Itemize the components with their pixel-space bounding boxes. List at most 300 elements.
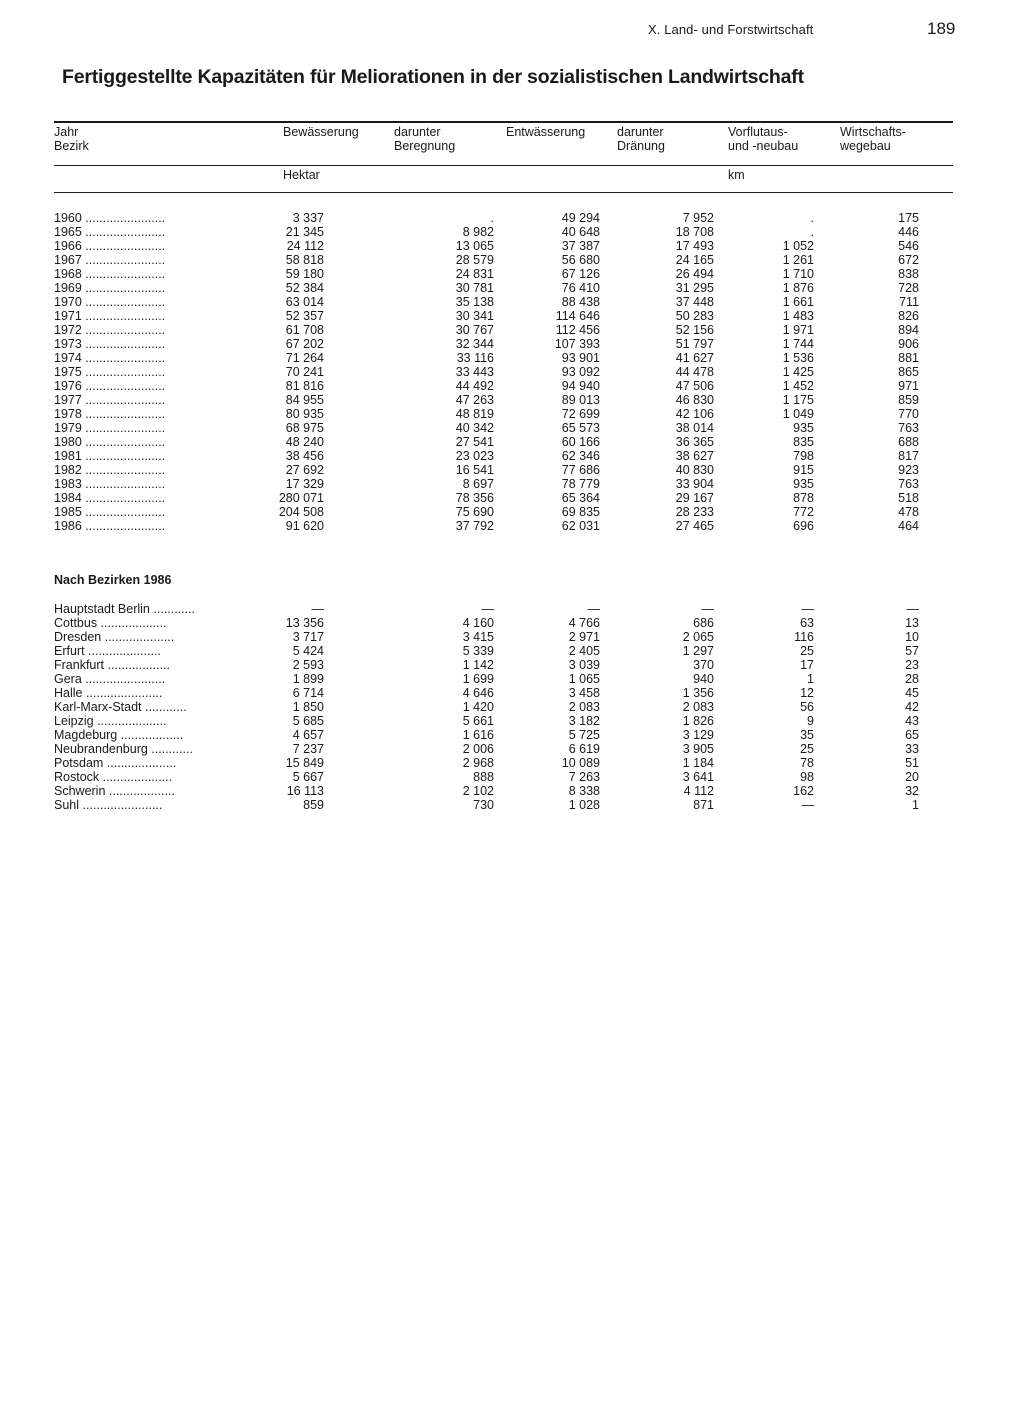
cell-beregnung: 30 767 xyxy=(455,323,494,337)
cell-beregnung: 8 982 xyxy=(462,225,494,239)
row-label: Gera ....................... xyxy=(54,672,166,686)
cell-beregnung: 1 142 xyxy=(462,658,494,672)
cell-vorflut: 878 xyxy=(793,491,814,505)
cell-vorflut: 835 xyxy=(793,435,814,449)
cell-draenung: 31 295 xyxy=(675,281,714,295)
cell-vorflut: 935 xyxy=(793,421,814,435)
cell-wirtschaftswegebau: 1 xyxy=(912,798,919,812)
cell-beregnung: 75 690 xyxy=(455,505,494,519)
row-label: 1977 ....................... xyxy=(54,393,166,407)
table-row-1975 xyxy=(54,365,934,379)
cell-entwaesserung: 69 835 xyxy=(561,505,600,519)
cell-entwaesserung: 2 405 xyxy=(568,644,600,658)
cell-wirtschaftswegebau: 688 xyxy=(898,435,919,449)
row-label: 1980 ....................... xyxy=(54,435,166,449)
cell-entwaesserung: 88 438 xyxy=(561,295,600,309)
cell-entwaesserung: 67 126 xyxy=(561,267,600,281)
cell-draenung: 51 797 xyxy=(675,337,714,351)
cell-draenung: 29 167 xyxy=(675,491,714,505)
cell-bewaesserung: 70 241 xyxy=(285,365,324,379)
cell-wirtschaftswegebau: 826 xyxy=(898,309,919,323)
header-divider-rule xyxy=(54,165,953,166)
table-row-1983 xyxy=(54,477,934,491)
table-top-rule xyxy=(54,121,953,123)
cell-draenung: 24 165 xyxy=(675,253,714,267)
cell-draenung: 28 233 xyxy=(675,505,714,519)
row-label: Dresden .................... xyxy=(54,630,175,644)
cell-entwaesserung: 76 410 xyxy=(561,281,600,295)
cell-wirtschaftswegebau: 817 xyxy=(898,449,919,463)
cell-beregnung: 13 065 xyxy=(455,239,494,253)
cell-beregnung: 32 344 xyxy=(455,337,494,351)
col-header-line-2: und -neubau xyxy=(728,139,799,153)
table-row-1982 xyxy=(54,463,934,477)
row-label: 1973 ....................... xyxy=(54,337,166,351)
cell-wirtschaftswegebau: 32 xyxy=(905,784,919,798)
cell-vorflut: 1 xyxy=(807,672,814,686)
col-header-line-1: Wirtschafts- xyxy=(840,125,906,139)
cell-draenung: 7 952 xyxy=(682,211,714,225)
cell-draenung: 1 184 xyxy=(682,756,714,770)
cell-bewaesserung: 5 685 xyxy=(292,714,324,728)
row-label: 1960 ....................... xyxy=(54,211,166,225)
page-title: Fertiggestellte Kapazitäten für Meliorationen in der sozialistischen Landwirtschaft xyxy=(62,66,804,88)
stub-header-line-1: Jahr xyxy=(54,125,79,139)
cell-vorflut: — xyxy=(801,602,814,616)
cell-draenung: 3 905 xyxy=(682,742,714,756)
cell-vorflut: 798 xyxy=(793,449,814,463)
cell-draenung: 1 356 xyxy=(682,686,714,700)
cell-beregnung: 730 xyxy=(473,798,494,812)
cell-draenung: 41 627 xyxy=(675,351,714,365)
row-label: 1984 ....................... xyxy=(54,491,166,505)
cell-wirtschaftswegebau: 33 xyxy=(905,742,919,756)
cell-draenung: 871 xyxy=(693,798,714,812)
cell-vorflut: 1 536 xyxy=(782,351,814,365)
cell-vorflut: 1 483 xyxy=(782,309,814,323)
cell-bewaesserung: 84 955 xyxy=(285,393,324,407)
row-label: Rostock .................... xyxy=(54,770,173,784)
cell-vorflut: 63 xyxy=(800,616,814,630)
cell-beregnung: 4 646 xyxy=(462,686,494,700)
row-label: 1971 ....................... xyxy=(54,309,166,323)
row-label: 1969 ....................... xyxy=(54,281,166,295)
cell-vorflut: 116 xyxy=(794,630,814,644)
row-label: 1975 ....................... xyxy=(54,365,166,379)
cell-vorflut: 772 xyxy=(793,505,814,519)
cell-draenung: 17 493 xyxy=(675,239,714,253)
cell-vorflut: 935 xyxy=(793,477,814,491)
table-row-1970 xyxy=(54,295,934,309)
cell-draenung: — xyxy=(701,602,714,616)
cell-vorflut: 98 xyxy=(800,770,814,784)
cell-entwaesserung: 65 364 xyxy=(561,491,600,505)
cell-bewaesserung: 2 593 xyxy=(292,658,324,672)
table-row-frankfurt xyxy=(54,658,934,672)
cell-draenung: 4 112 xyxy=(683,784,714,798)
row-label: 1970 ....................... xyxy=(54,295,166,309)
cell-draenung: 52 156 xyxy=(675,323,714,337)
cell-beregnung: . xyxy=(490,211,494,225)
col-header-entwaesserung xyxy=(506,125,585,139)
cell-draenung: 26 494 xyxy=(675,267,714,281)
table-row-karl-marx-stadt xyxy=(54,700,934,714)
cell-draenung: 38 014 xyxy=(675,421,714,435)
cell-vorflut: . xyxy=(810,211,814,225)
cell-vorflut: 1 261 xyxy=(782,253,814,267)
cell-wirtschaftswegebau: 859 xyxy=(898,393,919,407)
cell-vorflut: 915 xyxy=(793,463,814,477)
cell-vorflut: 1 425 xyxy=(782,365,814,379)
stub-header-line-2: Bezirk xyxy=(54,139,89,153)
cell-vorflut: 9 xyxy=(807,714,814,728)
cell-wirtschaftswegebau: 906 xyxy=(898,337,919,351)
table-row-1965 xyxy=(54,225,934,239)
table-row-1974 xyxy=(54,351,934,365)
cell-wirtschaftswegebau: 763 xyxy=(898,477,919,491)
table-row-dresden xyxy=(54,630,934,644)
table-row-cottbus xyxy=(54,616,934,630)
cell-beregnung: 44 492 xyxy=(455,379,494,393)
cell-vorflut: 12 xyxy=(800,686,814,700)
cell-vorflut: . xyxy=(810,225,814,239)
cell-wirtschaftswegebau: 971 xyxy=(898,379,919,393)
cell-bewaesserung: 67 202 xyxy=(285,337,324,351)
cell-entwaesserung: 37 387 xyxy=(561,239,600,253)
cell-draenung: 40 830 xyxy=(675,463,714,477)
cell-beregnung: 30 781 xyxy=(455,281,494,295)
row-label: Leipzig .................... xyxy=(54,714,167,728)
row-label: 1968 ....................... xyxy=(54,267,166,281)
cell-bewaesserung: 1 850 xyxy=(292,700,324,714)
cell-draenung: 42 106 xyxy=(675,407,714,421)
cell-entwaesserung: 2 971 xyxy=(568,630,600,644)
cell-draenung: 686 xyxy=(693,616,714,630)
table-row-rostock xyxy=(54,770,934,784)
cell-beregnung: 5 661 xyxy=(462,714,494,728)
row-label: 1965 ....................... xyxy=(54,225,166,239)
cell-beregnung: 1 616 xyxy=(462,728,494,742)
row-label: Potsdam .................... xyxy=(54,756,177,770)
cell-draenung: 38 627 xyxy=(675,449,714,463)
cell-beregnung: 28 579 xyxy=(455,253,494,267)
table-row-1967 xyxy=(54,253,934,267)
table-row-1968 xyxy=(54,267,934,281)
cell-beregnung: 5 339 xyxy=(462,644,494,658)
cell-wirtschaftswegebau: 42 xyxy=(905,700,919,714)
row-label: Magdeburg .................. xyxy=(54,728,184,742)
cell-entwaesserung: 94 940 xyxy=(561,379,600,393)
row-label: Schwerin ................... xyxy=(54,784,175,798)
cell-entwaesserung: 72 699 xyxy=(561,407,600,421)
cell-draenung: 33 904 xyxy=(675,477,714,491)
running-head: X. Land- und Forstwirtschaft xyxy=(648,22,814,37)
cell-vorflut: 35 xyxy=(800,728,814,742)
table-row-leipzig xyxy=(54,714,934,728)
cell-wirtschaftswegebau: 20 xyxy=(905,770,919,784)
cell-wirtschaftswegebau: 881 xyxy=(898,351,919,365)
table-row-1979 xyxy=(54,421,934,435)
cell-bewaesserung: 24 112 xyxy=(286,239,324,253)
col-header-wirtschaftswegebau xyxy=(840,125,906,153)
cell-wirtschaftswegebau: 13 xyxy=(905,616,919,630)
cell-bewaesserung: — xyxy=(311,602,324,616)
cell-beregnung: 2 006 xyxy=(462,742,494,756)
cell-beregnung: 2 968 xyxy=(462,756,494,770)
col-header-line-2: Beregnung xyxy=(394,139,456,153)
cell-draenung: 50 283 xyxy=(675,309,714,323)
cell-beregnung: 78 356 xyxy=(455,491,494,505)
cell-bewaesserung: 6 714 xyxy=(292,686,324,700)
row-label: Frankfurt .................. xyxy=(54,658,170,672)
cell-vorflut: 1 744 xyxy=(782,337,814,351)
table-row-1971 xyxy=(54,309,934,323)
row-label: 1972 ....................... xyxy=(54,323,166,337)
row-label: Hauptstadt Berlin ............ xyxy=(54,602,196,616)
cell-beregnung: 47 263 xyxy=(455,393,494,407)
cell-entwaesserung: 40 648 xyxy=(561,225,600,239)
cell-bewaesserung: 16 113 xyxy=(286,784,324,798)
cell-wirtschaftswegebau: 546 xyxy=(898,239,919,253)
cell-entwaesserung: 56 680 xyxy=(561,253,600,267)
cell-beregnung: 30 341 xyxy=(455,309,494,323)
cell-entwaesserung: 114 646 xyxy=(555,309,600,323)
stub-header xyxy=(54,125,89,153)
table-row-suhl xyxy=(54,798,934,812)
row-label: 1983 ....................... xyxy=(54,477,166,491)
col-header-line-2: wegebau xyxy=(840,139,891,153)
row-label: 1982 ....................... xyxy=(54,463,166,477)
table-row-1969 xyxy=(54,281,934,295)
row-label: 1978 ....................... xyxy=(54,407,166,421)
table-row-1981 xyxy=(54,449,934,463)
cell-draenung: 3 641 xyxy=(682,770,714,784)
cell-entwaesserung: 93 092 xyxy=(561,365,600,379)
table-row-1960 xyxy=(54,211,934,225)
cell-vorflut: 1 971 xyxy=(782,323,814,337)
cell-vorflut: 25 xyxy=(800,742,814,756)
cell-vorflut: 1 175 xyxy=(782,393,814,407)
col-header-line-1: Vorflutaus- xyxy=(728,125,788,139)
row-label: Karl-Marx-Stadt ............ xyxy=(54,700,187,714)
cell-entwaesserung: 4 766 xyxy=(568,616,600,630)
cell-draenung: 18 708 xyxy=(675,225,714,239)
cell-bewaesserung: 71 264 xyxy=(285,351,324,365)
row-label: 1976 ....................... xyxy=(54,379,166,393)
table-row-1978 xyxy=(54,407,934,421)
cell-bewaesserung: 52 384 xyxy=(285,281,324,295)
cell-bewaesserung: 5 667 xyxy=(292,770,324,784)
row-label: Suhl ....................... xyxy=(54,798,163,812)
cell-bewaesserung: 13 356 xyxy=(285,616,324,630)
table-row-neubrandenburg xyxy=(54,742,934,756)
table-row-berlin xyxy=(54,602,934,616)
col-header-line-1: darunter xyxy=(394,125,441,139)
cell-bewaesserung: 63 014 xyxy=(285,295,324,309)
cell-draenung: 27 465 xyxy=(675,519,714,533)
cell-wirtschaftswegebau: 23 xyxy=(905,658,919,672)
cell-bewaesserung: 4 657 xyxy=(292,728,324,742)
cell-vorflut: 1 049 xyxy=(782,407,814,421)
cell-bewaesserung: 204 508 xyxy=(278,505,324,519)
table-row-1986 xyxy=(54,519,934,533)
cell-beregnung: 8 697 xyxy=(462,477,494,491)
cell-entwaesserung: 49 294 xyxy=(561,211,600,225)
row-label: 1974 ....................... xyxy=(54,351,166,365)
cell-beregnung: 37 792 xyxy=(455,519,494,533)
cell-bewaesserung: 21 345 xyxy=(285,225,324,239)
cell-beregnung: 2 102 xyxy=(462,784,494,798)
row-label: 1985 ....................... xyxy=(54,505,166,519)
cell-draenung: 940 xyxy=(693,672,714,686)
cell-bewaesserung: 5 424 xyxy=(292,644,324,658)
cell-wirtschaftswegebau: 865 xyxy=(898,365,919,379)
cell-entwaesserung: 3 182 xyxy=(568,714,600,728)
cell-entwaesserung: 6 619 xyxy=(568,742,600,756)
cell-vorflut: 1 052 xyxy=(782,239,814,253)
cell-wirtschaftswegebau: 728 xyxy=(898,281,919,295)
cell-entwaesserung: 60 166 xyxy=(561,435,600,449)
col-header-bewaesserung xyxy=(283,125,359,139)
cell-bewaesserung: 7 237 xyxy=(292,742,324,756)
cell-vorflut: 1 876 xyxy=(782,281,814,295)
cell-entwaesserung: 1 028 xyxy=(568,798,600,812)
cell-entwaesserung: 7 263 xyxy=(568,770,600,784)
cell-bewaesserung: 59 180 xyxy=(285,267,324,281)
cell-draenung: 37 448 xyxy=(675,295,714,309)
cell-wirtschaftswegebau: 838 xyxy=(898,267,919,281)
unit-hektar: Hektar xyxy=(283,168,320,182)
cell-beregnung: 33 443 xyxy=(455,365,494,379)
cell-entwaesserung: 62 031 xyxy=(561,519,600,533)
header-bottom-rule xyxy=(54,192,953,193)
cell-beregnung: 1 420 xyxy=(462,700,494,714)
cell-vorflut: 696 xyxy=(793,519,814,533)
table-row-1985 xyxy=(54,505,934,519)
cell-draenung: 46 830 xyxy=(675,393,714,407)
cell-entwaesserung: — xyxy=(587,602,600,616)
cell-draenung: 1 297 xyxy=(682,644,714,658)
cell-vorflut: 56 xyxy=(800,700,814,714)
cell-beregnung: 888 xyxy=(473,770,494,784)
table-row-erfurt xyxy=(54,644,934,658)
row-label: Erfurt ..................... xyxy=(54,644,161,658)
table-row-gera xyxy=(54,672,934,686)
cell-beregnung: 24 831 xyxy=(455,267,494,281)
cell-beregnung: 3 415 xyxy=(462,630,494,644)
cell-bewaesserung: 81 816 xyxy=(285,379,324,393)
cell-wirtschaftswegebau: 65 xyxy=(905,728,919,742)
cell-wirtschaftswegebau: 446 xyxy=(898,225,919,239)
cell-beregnung: 40 342 xyxy=(455,421,494,435)
col-header-line-1: darunter xyxy=(617,125,664,139)
row-label: 1979 ....................... xyxy=(54,421,166,435)
cell-draenung: 36 365 xyxy=(675,435,714,449)
cell-entwaesserung: 1 065 xyxy=(568,672,600,686)
cell-beregnung: 35 138 xyxy=(455,295,494,309)
cell-bewaesserung: 15 849 xyxy=(285,756,324,770)
cell-wirtschaftswegebau: 518 xyxy=(898,491,919,505)
cell-entwaesserung: 5 725 xyxy=(568,728,600,742)
page-number: 189 xyxy=(927,19,956,38)
table-row-1984 xyxy=(54,491,934,505)
cell-vorflut: 1 661 xyxy=(782,295,814,309)
col-header-line-1: Entwässerung xyxy=(506,125,586,139)
table-row-1973 xyxy=(54,337,934,351)
cell-entwaesserung: 3 039 xyxy=(568,658,600,672)
table-row-1980 xyxy=(54,435,934,449)
cell-draenung: 2 083 xyxy=(682,700,714,714)
row-label: 1986 ....................... xyxy=(54,519,166,533)
col-header-line-2: Dränung xyxy=(617,139,665,153)
cell-bewaesserung: 859 xyxy=(303,798,324,812)
cell-draenung: 2 065 xyxy=(682,630,714,644)
table-row-1976 xyxy=(54,379,934,393)
cell-wirtschaftswegebau: 175 xyxy=(898,211,919,225)
cell-bewaesserung: 80 935 xyxy=(285,407,324,421)
row-label: 1981 ....................... xyxy=(54,449,166,463)
cell-draenung: 3 129 xyxy=(682,728,714,742)
table-row-potsdam xyxy=(54,756,934,770)
cell-beregnung: 16 541 xyxy=(455,463,494,477)
row-label: Neubrandenburg ............ xyxy=(54,742,193,756)
cell-beregnung: 33 116 xyxy=(456,351,494,365)
row-label: 1967 ....................... xyxy=(54,253,166,267)
cell-beregnung: 27 541 xyxy=(455,435,494,449)
cell-vorflut: — xyxy=(801,798,814,812)
cell-vorflut: 78 xyxy=(800,756,814,770)
cell-bewaesserung: 52 357 xyxy=(285,309,324,323)
cell-bewaesserung: 1 899 xyxy=(292,672,324,686)
cell-bewaesserung: 17 329 xyxy=(285,477,324,491)
cell-wirtschaftswegebau: 763 xyxy=(898,421,919,435)
cell-beregnung: 1 699 xyxy=(462,672,494,686)
cell-draenung: 1 826 xyxy=(682,714,714,728)
cell-bewaesserung: 48 240 xyxy=(285,435,324,449)
cell-wirtschaftswegebau: 51 xyxy=(905,756,919,770)
cell-vorflut: 1 452 xyxy=(782,379,814,393)
cell-wirtschaftswegebau: 10 xyxy=(905,630,919,644)
cell-draenung: 47 506 xyxy=(675,379,714,393)
cell-entwaesserung: 3 458 xyxy=(568,686,600,700)
cell-wirtschaftswegebau: 672 xyxy=(898,253,919,267)
col-header-beregnung xyxy=(394,125,455,153)
cell-bewaesserung: 3 337 xyxy=(292,211,324,225)
cell-vorflut: 1 710 xyxy=(782,267,814,281)
cell-wirtschaftswegebau: 711 xyxy=(899,295,919,309)
cell-draenung: 370 xyxy=(693,658,714,672)
col-header-draenung xyxy=(617,125,665,153)
cell-entwaesserung: 112 456 xyxy=(555,323,600,337)
cell-beregnung: — xyxy=(481,602,494,616)
cell-bewaesserung: 3 717 xyxy=(292,630,324,644)
cell-beregnung: 4 160 xyxy=(462,616,494,630)
cell-wirtschaftswegebau: 923 xyxy=(898,463,919,477)
cell-wirtschaftswegebau: — xyxy=(906,602,919,616)
cell-wirtschaftswegebau: 770 xyxy=(898,407,919,421)
cell-bewaesserung: 61 708 xyxy=(285,323,324,337)
cell-beregnung: 23 023 xyxy=(455,449,494,463)
section-title: Nach Bezirken 1986 xyxy=(54,573,172,587)
cell-bewaesserung: 38 456 xyxy=(285,449,324,463)
cell-wirtschaftswegebau: 45 xyxy=(905,686,919,700)
table-row-schwerin xyxy=(54,784,934,798)
col-header-vorflut xyxy=(728,125,798,153)
unit-km: km xyxy=(728,168,745,182)
cell-entwaesserung: 8 338 xyxy=(568,784,600,798)
cell-bewaesserung: 58 818 xyxy=(285,253,324,267)
table-row-magdeburg xyxy=(54,728,934,742)
